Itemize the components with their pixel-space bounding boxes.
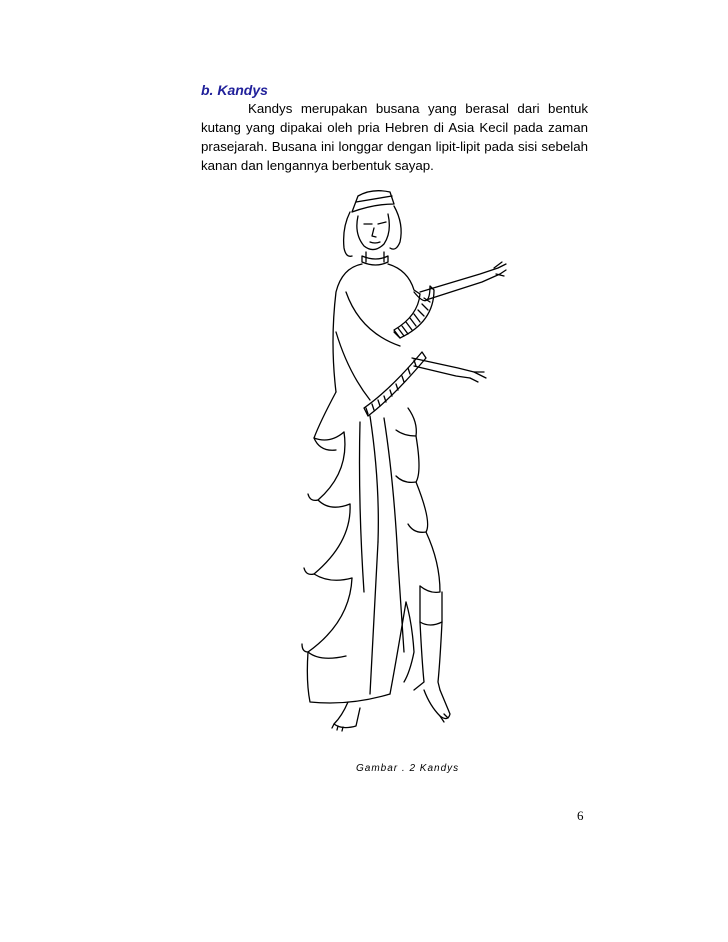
- page-number: 6: [577, 808, 584, 823]
- section-heading: b. Kandys: [201, 82, 268, 98]
- section-paragraph: Kandys merupakan busana yang berasal dari bentuk kutang yang dipakai oleh pria Hebren di Asia Kecil pada zaman prasejarah. Busana ini longgar dengan lipit-lipit pada sisi sebelah kanan dan lengannya berbentuk sayap.: [201, 101, 588, 173]
- figure-caption: Gambar . 2 Kandys: [356, 763, 460, 774]
- kandys-illustration: [290, 182, 520, 747]
